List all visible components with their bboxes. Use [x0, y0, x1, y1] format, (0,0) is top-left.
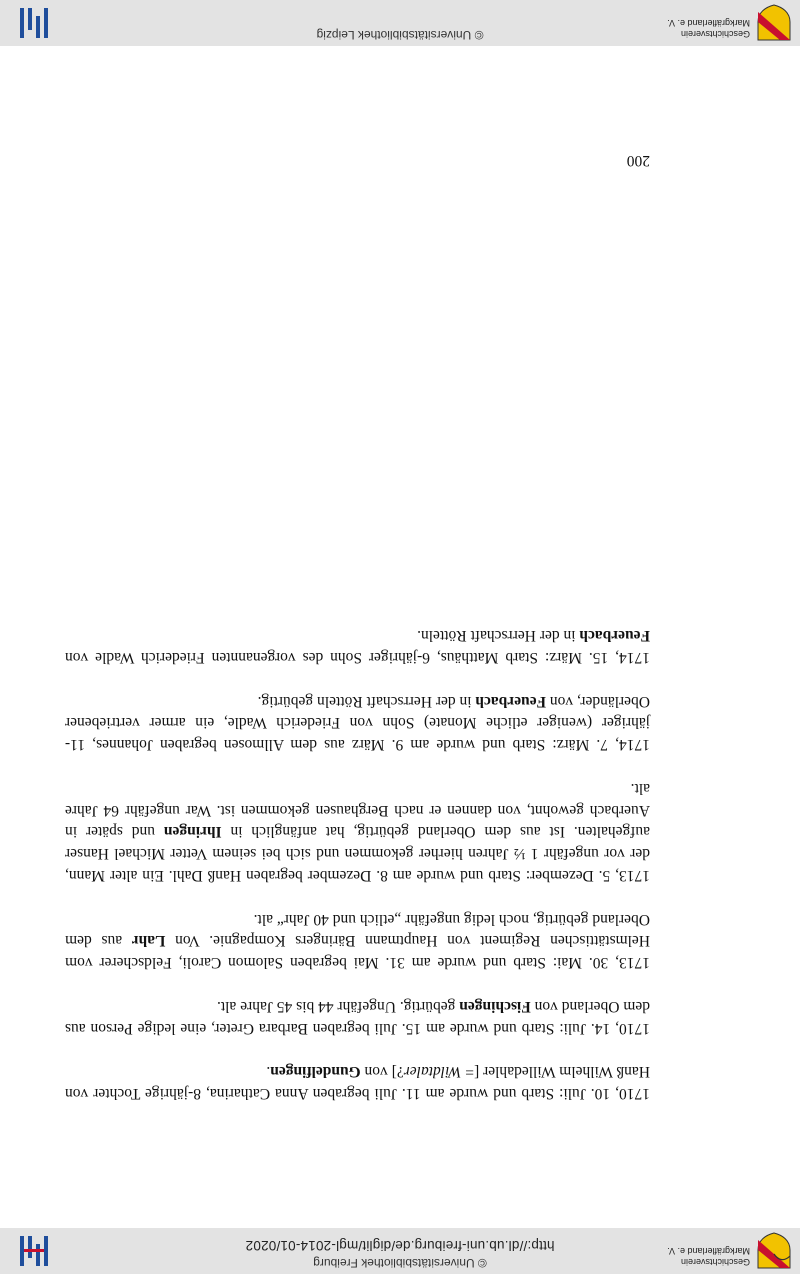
entry-paragraph: 1714, 7. März: Starb und wurde am 9. März aus dem Allmosen begraben Johannes, 11-jähriger (weniger etliche Monate) Sohn von Friederich Wadle, ein armer vertriebener Oberländer, von Feuerbach in der Herrschaft Rötteln gebürtig.: [65, 692, 650, 754]
header-bar: [0, 1228, 800, 1274]
society-line-2: Markgräflerland e. V.: [667, 1246, 750, 1256]
entry-paragraph: 1713, 5. Dezember: Starb und wurde am 8. Dezember begraben Hanß Dahl. Ein alter Mann, der vor ungefähr 1 ½ Jahren hierher gekommen und sich bei seinem Vetter Michael Hanser aufgehalten. Ist aus dem Oberland gebürtig, hat anfänglich in Ihringen und später in Auerbach gewohnt, von dannen er nach Berghausen gekommen ist. War ungefähr 64 Jahre alt.: [65, 779, 650, 885]
university-library-logo-icon: [14, 1232, 54, 1270]
document-body: [65, 603, 650, 1104]
entry-paragraph: 1710, 14. Juli: Starb und wurde am 15. Juli begraben Barbara Greter, eine ledige Person aus dem Oberland von Fischingen gebürtig. Ungefähr 44 bis 45 Jahre alt.: [65, 997, 650, 1037]
page-number: 200: [626, 152, 650, 169]
society-line-2: Markgräflerland e. V.: [667, 18, 750, 28]
document-url-link[interactable]: http://dl.ub.uni-freiburg.de/diglit/mgl-2014-01/0202: [245, 1238, 555, 1253]
society-line-1: Geschichtsverein: [680, 29, 750, 39]
copyright-text: © Universitätsbibliothek Freiburg: [313, 1256, 487, 1270]
footer-bar: [0, 0, 800, 46]
copyright-text: © Universitätsbibliothek Leipzig: [316, 28, 484, 42]
entry-paragraph: 1713, 30. Mai: Starb und wurde am 31. Mai begraben Salomon Caroli, Feldscherer vom Helmstättischen Regiment von Hauptmann Bäringers Kompagnie. Von Lahr aus dem Oberland gebürtig, noch ledig ungefähr „etlich und 40 Jahr“ alt.: [65, 910, 650, 972]
entry-paragraph: 1710, 10. Juli: Starb und wurde am 11. Juli begraben Anna Catharina, 8-jährige Tochter von Hanß Wilhelm Willedahler [= Wildtaler?] von Gundelfingen.: [65, 1063, 650, 1102]
entry-paragraph: 1714, 15. März: Starb Matthäus, 6-jähriger Sohn des vorgenannten Friederich Wadle von Feuerbach in der Herrschaft Rötteln.: [65, 627, 650, 667]
society-line-1: Geschichtsverein: [680, 1257, 750, 1267]
university-library-logo-icon: [14, 4, 54, 42]
